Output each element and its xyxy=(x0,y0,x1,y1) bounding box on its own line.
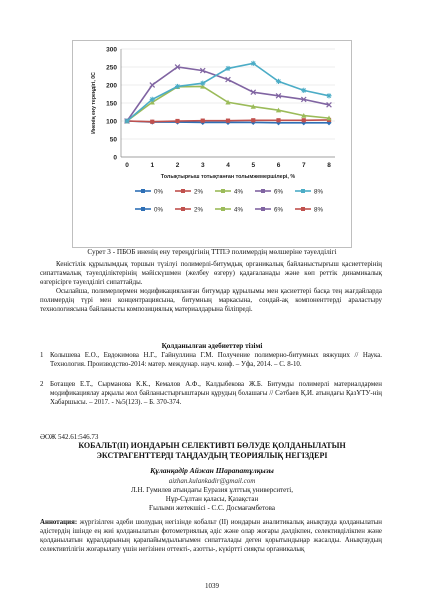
reference-item xyxy=(40,381,382,407)
legend-marker xyxy=(261,189,265,193)
legend-marker xyxy=(261,207,265,211)
article-title-line-1: КОБАЛЬТ(II) ИОНДАРЫН СЕЛЕКТИВТІ БӨЛУДЕ ҚОЛДАНЫЛАТЫН xyxy=(78,441,346,450)
udc-code: ӘОЖ 542.61:546.73 xyxy=(40,433,99,441)
data-point xyxy=(226,119,230,123)
supervisor: Ғылыми жетекшісі - С.С. Досмағамбетова xyxy=(149,504,275,512)
legend-marker xyxy=(301,207,305,211)
legend-marker xyxy=(181,207,185,211)
page-number: 1039 xyxy=(205,582,219,590)
reference-number: 2 xyxy=(40,381,44,388)
data-point xyxy=(124,118,129,123)
y-tick-label: 200 xyxy=(106,82,117,90)
abstract-text: жүргізілген әдеби шолудың негізінде кобальт (II) иондарын аналитикалық анықтауда қолданылатын әдістердің ішінде ең жиі қолданылатын фотометриялық әдіс және олар жоғары дәлдікпен, селективділікпен және қолданылатын құралдарының қарапайымдылығымен сипатталады деген қорытындыңар жасалды. Анықтаудың селективтілігін жоғарылату үшін негізінен оттекті-, азотты-, күкіртті сияқты органикалық xyxy=(40,519,382,554)
data-point xyxy=(175,119,179,123)
legend-marker xyxy=(301,189,305,193)
y-tick-label: 100 xyxy=(106,118,117,126)
author-email[interactable]: aizhan.kulankadir@gmail.com xyxy=(168,477,256,485)
paragraph-1: Кеністiлiк құрылымдық торшын түзілуі полимерлі-битумдық органикалық байланыстырғыш қасиеттерінің сипаттамалық тәуелділіктерінің мәйіскүшмен (желбеу өзгеру) қадағаланады және көп реттік динамикалық өзгерiсiрге тәуелділігі сипаттайды. xyxy=(40,261,382,287)
author-name: Құланқадір Айжан Шарапатұлқызы xyxy=(150,466,274,475)
y-tick-label: 150 xyxy=(106,100,117,108)
x-axis-label: Толықтырғыш тотықтанған толымжемершілері, % xyxy=(160,174,296,180)
references-heading: Қолданылған әдебиеттер тізімі xyxy=(161,342,263,350)
figure-caption: Сурет 3 - ПБОБ иненің ену тереңдігінің ТТПЭ полимердің мөлшеріне тәуелділігі xyxy=(87,248,337,256)
data-point xyxy=(200,81,205,86)
data-point xyxy=(150,120,154,124)
legend-label: 2% xyxy=(194,188,203,196)
reference-item xyxy=(40,352,382,370)
data-point xyxy=(301,88,306,93)
reference-number: 1 xyxy=(40,352,44,359)
legend-label: 4% xyxy=(234,206,243,214)
legend-marker xyxy=(141,189,145,193)
legend-marker xyxy=(181,189,185,193)
series-line-6pct xyxy=(127,67,329,121)
legend-marker xyxy=(221,207,225,211)
data-point xyxy=(251,118,255,122)
legend-label: 2% xyxy=(194,206,203,214)
data-point xyxy=(175,84,180,89)
x-tick-label: 2 xyxy=(175,162,180,169)
affiliation: Л.Н. Гумилев атындағы Еуразия ұлттық университеті, xyxy=(131,486,293,494)
series-line-8pct xyxy=(127,63,329,121)
data-point xyxy=(326,93,331,98)
x-tick-label: 1 xyxy=(150,162,155,169)
data-point xyxy=(276,79,281,84)
article-title-line-2: ЭКСТРАГЕНТТЕРДІ ТАҢДАУДЫҢ ТЕОРИЯЛЫҚ НЕГІЗДЕРІ xyxy=(96,451,328,460)
x-tick-label: 0 xyxy=(125,162,129,169)
body-text xyxy=(40,260,382,315)
legend-marker xyxy=(221,189,225,193)
x-tick-label: 4 xyxy=(226,162,230,169)
data-point xyxy=(251,61,256,66)
abstract-label: Аннотация: xyxy=(40,519,78,526)
data-point xyxy=(150,97,155,102)
x-tick-label: 8 xyxy=(327,162,331,169)
legend-label: 6% xyxy=(274,188,283,196)
reference-text: Колышева Е.О., Евдокимова Н.Г., Гайнуллина Г.М. Получение полимерно-битумных вяжущих // Наука. Технология. Производство-2014: матер. междунар. науч. конф. – Уфа, 2014. – С. 8-10. xyxy=(50,352,382,368)
legend-label: 6% xyxy=(274,206,283,214)
x-tick-label: 3 xyxy=(200,162,205,169)
data-point xyxy=(276,118,280,122)
legend-label: 8% xyxy=(314,206,323,214)
data-point xyxy=(201,119,205,123)
legend-label: 8% xyxy=(314,188,323,196)
x-tick-label: 7 xyxy=(301,162,306,169)
city: Нұр-Сұлтан қаласы, Қазақстан xyxy=(165,495,259,503)
x-tick-label: 6 xyxy=(276,162,281,169)
y-tick-label: 300 xyxy=(106,46,117,54)
chart-frame xyxy=(72,40,352,248)
paragraph-2: Осылайша, полимерлермен модификацияланған битумдар құрылымы мен қасиеттері басқа тең жағдайларда полимердің түрі мен концентрациясына, битумның маркасына, сондай-ақ компоненттерді араластыру технологиясына байланысты композициялық материалдарына біліпредi. xyxy=(40,288,382,314)
chart-svg xyxy=(73,41,351,247)
legend-label: 4% xyxy=(234,188,243,196)
x-tick-label: 5 xyxy=(251,162,256,169)
legend-marker xyxy=(141,207,145,211)
y-tick-label: 250 xyxy=(106,64,117,72)
abstract xyxy=(40,518,382,554)
y-axis-label: Иненің ену тереңдігі, 0С xyxy=(91,72,97,134)
y-tick-label: 50 xyxy=(109,136,117,144)
data-point xyxy=(302,118,306,122)
reference-text: Ботащев Е.Т., Сырманова К.К., Кемалов А.Ф., Калдыбекова Ж.Б. Битумды полимерлі материалдармен модификациялау арқылы жол байланыстырғыштарын құрудың болашағы // Сәтбаев Қ.И. атындағы ҚазҰТУ-нің Хабаршысы. – 2017. - №5(123). – Б. 370-374. xyxy=(50,381,382,406)
legend-label: 0% xyxy=(154,188,163,196)
legend-label: 0% xyxy=(154,206,163,214)
author-info xyxy=(0,477,424,513)
data-point xyxy=(225,66,230,71)
y-tick-label: 0 xyxy=(113,154,117,162)
article-title xyxy=(30,441,394,461)
